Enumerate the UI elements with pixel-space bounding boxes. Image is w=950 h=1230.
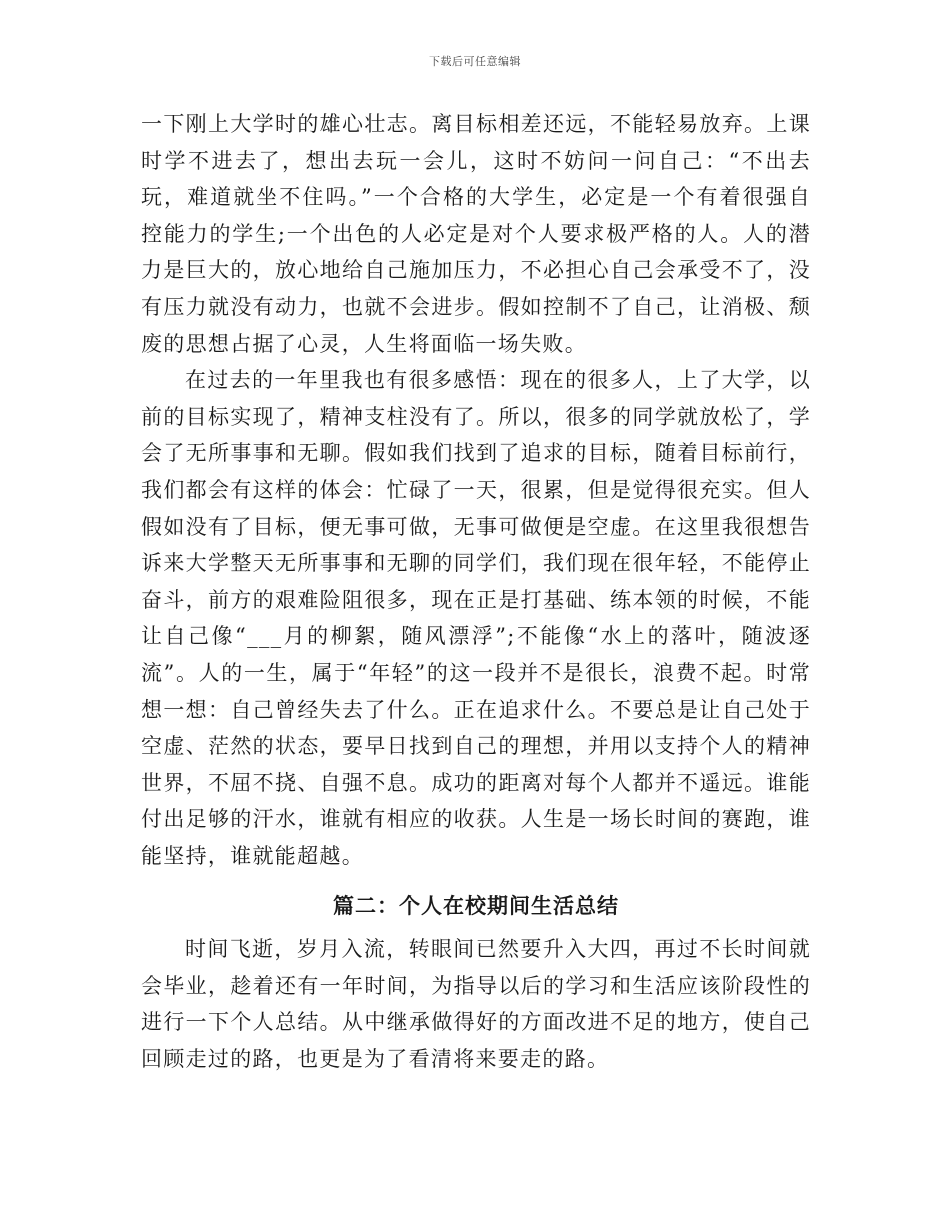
- document-body: [141, 106, 811, 1077]
- paragraph-continued: 一下刚上大学时的雄心壮志。离目标相差还远，不能轻易放弃。上课时学不进去了，想出去玩一会儿，这时不妨问一问自己：“不出去玩，难道就坐不住吗。”一个合格的大学生，必定是一个有着很强自控能力的学生;一个出色的人必定是对个人要求极严格的人。人的潜力是巨大的，放心地给自己施加压力，不必担心自己会承受不了，没有压力就没有动力，也就不会进步。假如控制不了自己，让消极、颓废的思想占据了心灵，人生将面临一场失败。: [141, 112, 811, 356]
- paragraph-section-two-intro: 时间飞逝，岁月入流，转眼间已然要升入大四，再过不长时间就会毕业，趁着还有一年时间，为指导以后的学习和生活应该阶段性的进行一下个人总结。从中继承做得好的方面改进不足的地方，使自己回顾走过的路，也更是为了看清将来要走的路。: [141, 937, 811, 1071]
- page-header: 下载后可任意编辑: [429, 55, 521, 68]
- paragraph-reflections: 在过去的一年里我也有很多感悟：现在的很多人，上了大学，以前的目标实现了，精神支柱没有了。所以，很多的同学就放松了，学会了无所事事和无聊。假如我们找到了追求的目标，随着目标前行，我们都会有这样的体会：忙碌了一天，很累，但是觉得很充实。但人假如没有了目标，便无事可做，无事可做便是空虚。在这里我很想告诉来大学整天无所事事和无聊的同学们，我们现在很年轻，不能停止奋斗，前方的艰难险阻很多，现在正是打基础、练本领的时候，不能让自己像“___月的柳絮，随风漂浮”;不能像“水上的落叶，随波逐流”。人的一生，属于“年轻”的这一段并不是很长，浪费不起。时常想一想：自己曾经失去了什么。正在追求什么。不要总是让自己处于空虚、茫然的状态，要早日找到自己的理想，并用以支持个人的精神世界，不屈不挠、自强不息。成功的距离对每个人都并不遥远。谁能付出足够的汗水，谁就有相应的收获。人生是一场长时间的赛跑，谁能坚持，谁就能超越。: [141, 368, 811, 868]
- section-heading: 篇二：个人在校期间生活总结: [333, 893, 619, 919]
